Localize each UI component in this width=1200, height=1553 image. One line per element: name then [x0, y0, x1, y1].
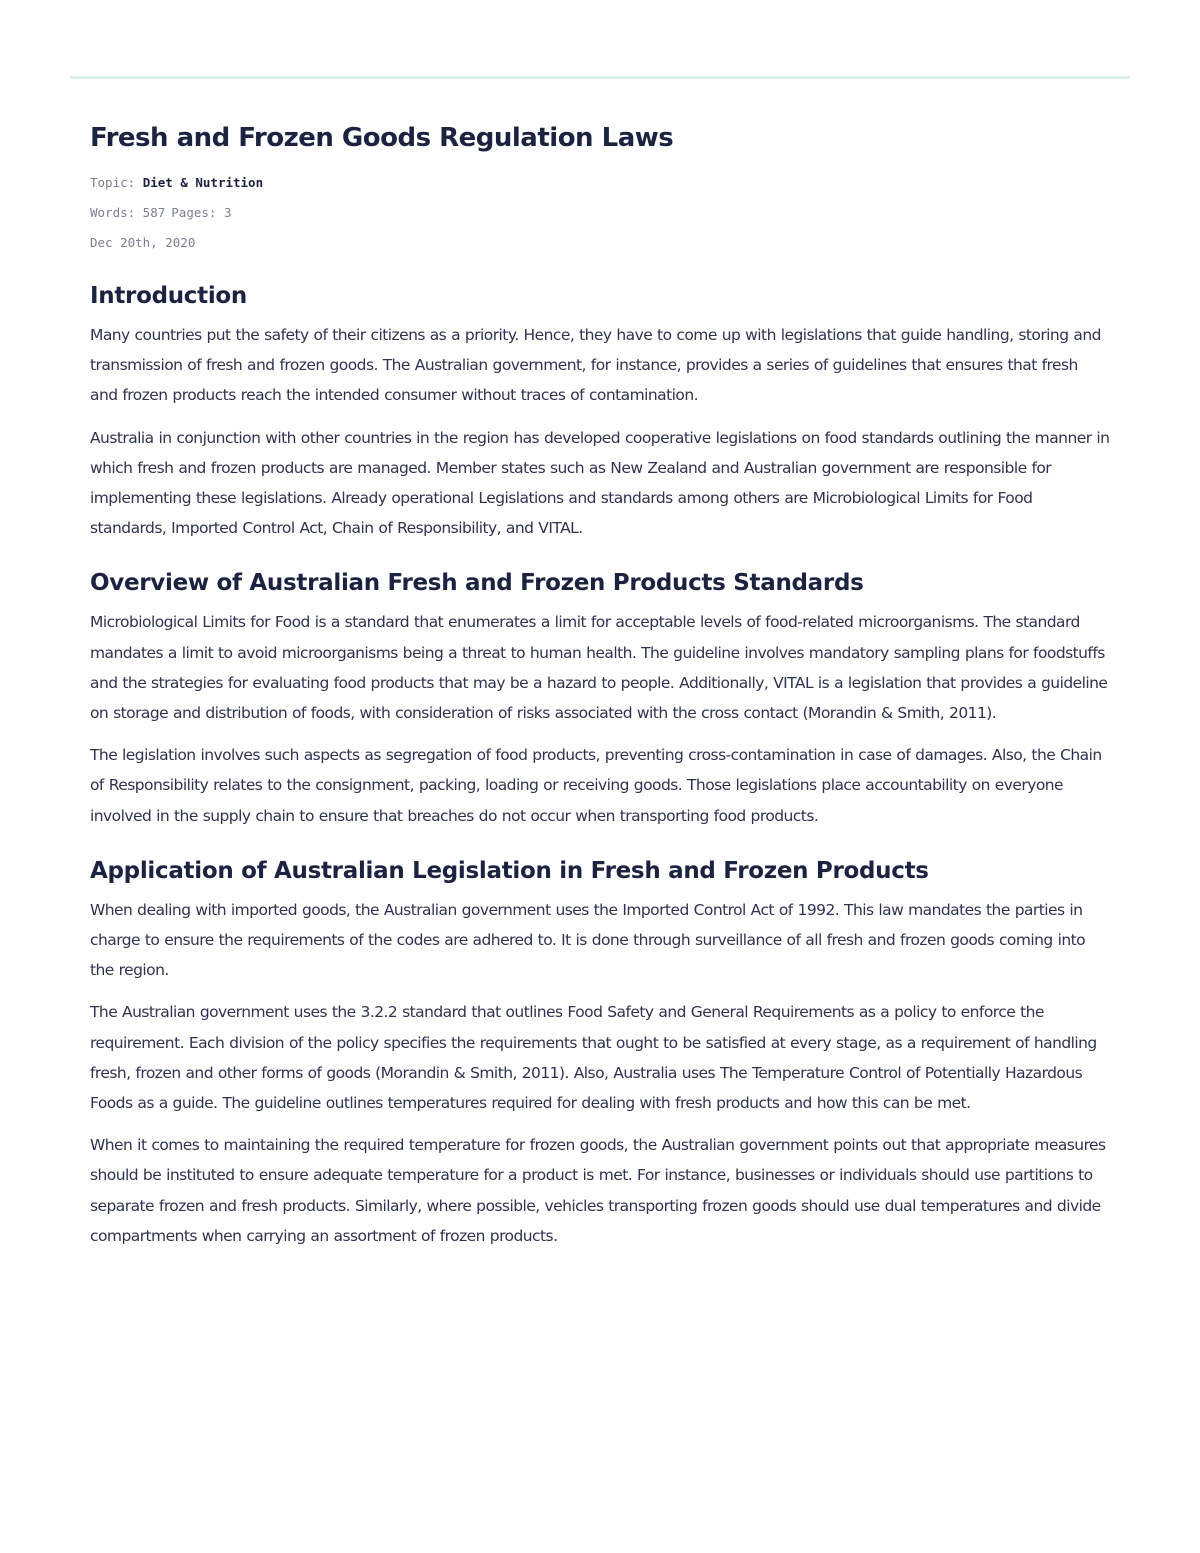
section-application: [90, 853, 1110, 1251]
paragraph: Australia in conjunction with other countries in the region has developed cooperative legislations on food standards outlining the manner in which fresh and frozen products are managed. Member states such as New Zealand and Australian government are responsible for implementing these legislations. Already operational Legislations and standards among others are Microbiological Limits for Food standards, Imported Control Act, Chain of Responsibility, and VITAL.: [90, 428, 1110, 538]
paragraph: When it comes to maintaining the required temperature for frozen goods, the Australian government points out that appropriate measures should be instituted to ensure adequate temperature for a product is met. For instance, businesses or individuals should use partitions to separate frozen and fresh products. Similarly, where possible, vehicles transporting frozen goods should use dual temperatures and divide compartments when carrying an assortment of frozen products.: [90, 1136, 1106, 1245]
paragraph: Microbiological Limits for Food is a standard that enumerates a limit for acceptable levels of food-related microorganisms. The standard mandates a limit to avoid microorganisms being a threat to human health. The guideline involves mandatory sampling plans for foodstuffs and the strategies for evaluating food products that may be a hazard to people. Additionally, VITAL is a legislation that provides a guideline on storage and distribution of foods, with consideration of risks associated with the cross contact (Morandin & Smith, 2011).: [90, 613, 1108, 723]
document-title: Fresh and Frozen Goods Regulation Laws: [90, 123, 674, 153]
page-count: Pages: 3: [171, 205, 232, 220]
top-divider: [70, 76, 1130, 79]
section-introduction: [90, 278, 1110, 543]
stats-line: [90, 198, 1110, 228]
topic-label: Topic:: [90, 175, 136, 190]
paragraph: When dealing with imported goods, the Australian government uses the Imported Control Act of 1992. This law mandates the parties in charge to ensure the requirements of the codes are adhered to. It is done through surveillance of all fresh and frozen goods coming into the region.: [90, 900, 1086, 980]
topic-value[interactable]: Diet & Nutrition: [142, 175, 264, 190]
section-heading: Application of Australian Legislation in Fresh and Frozen Products: [90, 857, 929, 884]
paragraph: The Australian government uses the 3.2.2 standard that outlines Food Safety and General Requirements as a policy to enforce the requirement. Each division of the policy specifies the requirements that ought to be satisfied at every stage, as a requirement of handling fresh, frozen and other forms of goods (Morandin & Smith, 2011). Also, Australia uses The Temperature Control of Potentially Hazardous Foods as a guide. The guideline outlines temperatures required for dealing with fresh products and how this can be met.: [90, 1003, 1097, 1113]
date-line: [90, 228, 1110, 258]
section-heading: Overview of Australian Fresh and Frozen Products Standards: [90, 570, 864, 597]
document-body: [90, 118, 1110, 1251]
paragraph: The legislation involves such aspects as segregation of food products, preventing cross-contamination in case of damages. Also, the Chain of Responsibility relates to the consignment, packing, loading or receiving goods. Those legislations place accountability on everyone involved in the supply chain to ensure that breaches do not occur when transporting food products.: [90, 746, 1102, 825]
publish-date: Dec 20th, 2020: [90, 235, 196, 250]
document-meta: [90, 168, 1110, 258]
topic-line: [90, 168, 1110, 198]
paragraph: Many countries put the safety of their citizens as a priority. Hence, they have to come up with legislations that guide handling, storing and transmission of fresh and frozen goods. The Australian government, for instance, provides a series of guidelines that ensures that fresh and frozen products reach the intended consumer without traces of contamination.: [90, 326, 1101, 405]
section-overview: [90, 565, 1110, 830]
word-count: Words: 587: [90, 205, 166, 220]
section-heading: Introduction: [90, 283, 247, 309]
